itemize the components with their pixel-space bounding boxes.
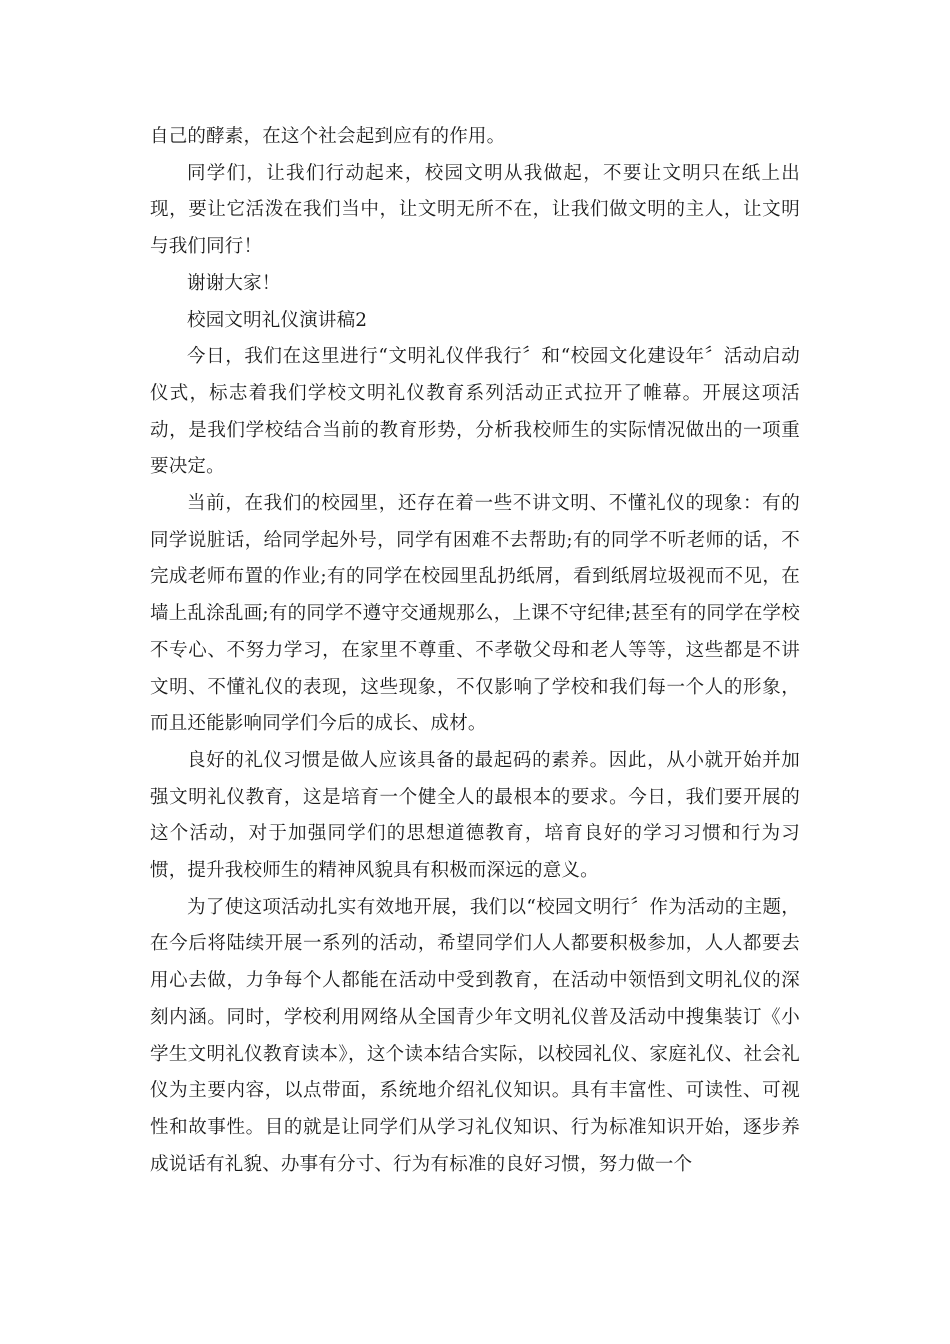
paragraph-continuation: 自己的酵素，在这个社会起到应有的作用。	[150, 126, 506, 147]
paragraph-etiquette-importance: 良好的礼仪习惯是做人应该具备的最起码的素养。因此，从小就开始并加强文明礼仪教育，这是培育一个健全人的最根本的要求。今日，我们要开展的这个活动，对于加强同学们的思想道德教育，培育良好的学习习惯和行为习惯，提升我校师生的精神风貌具有积极而深远的意义。	[150, 749, 800, 882]
paragraph-thanks: 谢谢大家！	[187, 272, 281, 294]
document-body	[150, 119, 800, 1183]
paragraph-call-to-action: 同学们，让我们行动起来，校园文明从我做起，不要让文明只在纸上出现，要让它活泼在我们当中，让文明无所不在，让我们做文明的主人，让文明与我们同行！	[150, 162, 800, 258]
paragraph-intro: 今日，我们在这里进行“文明礼仪伴我行〞和“校园文化建设年〞活动启动仪式，标志着我们学校文明礼仪教育系列活动正式拉开了帷幕。开展这项活动，是我们学校结合当前的教育形势，分析我校师生的实际情况做出的一项重要决定。	[150, 346, 800, 478]
paragraph-activity-plan: 为了使这项活动扎实有效地开展，我们以“校园文明行〞作为活动的主题，在今后将陆续开展一系列的活动，希望同学们人人都要积极参加，人人都要去用心去做，力争每个人都能在活动中受到教育，在活动中领悟到文明礼仪的深刻内涵。同时，学校利用网络从全国青少年文明礼仪普及活动中搜集装订《小学生文明礼仪教育读本》，这个读本结合实际，以校园礼仪、家庭礼仪、社会礼仪为主要内容，以点带面，系统地介绍礼仪知识。具有丰富性、可读性、可视性和故事性。目的就是让同学们从学习礼仪知识、行为标准知识开始，逐步养成说话有礼貌、办事有分寸、行为有标准的良好习惯，努力做一个	[150, 896, 800, 1175]
section-heading: 校园文明礼仪演讲稿2	[187, 309, 368, 331]
paragraph-current-problems: 当前，在我们的校园里，还存在着一些不讲文明、不懂礼仪的现象：有的同学说脏话，给同学起外号，同学有困难不去帮助;有的同学不听老师的话，不完成老师布置的作业;有的同学在校园里乱扔纸屑，看到纸屑垃圾视而不见，在墙上乱涂乱画;有的同学不遵守交通规那么，上课不守纪律;甚至有的同学在学校不专心、不努力学习，在家里不尊重、不孝敬父母和老人等等，这些都是不讲文明、不懂礼仪的表现，这些现象，不仅影响了学校和我们每一个人的形象，而且还能影响同学们今后的成长、成材。	[150, 493, 800, 735]
